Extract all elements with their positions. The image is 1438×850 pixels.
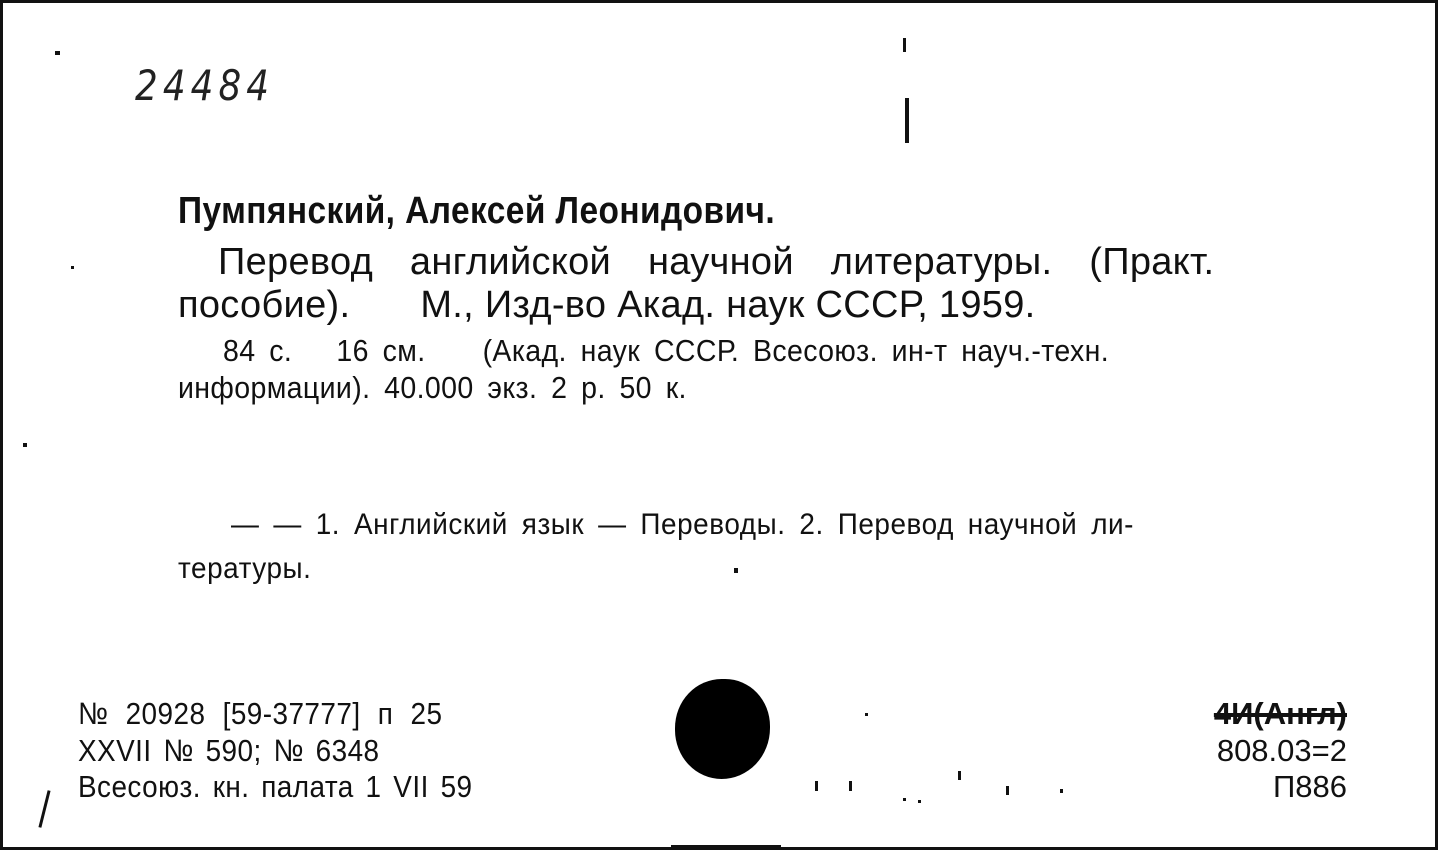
pencil-mark: [905, 98, 909, 143]
author-mark: П886: [1272, 769, 1347, 804]
page-count: 84 с.: [223, 333, 293, 368]
speck: [958, 771, 961, 780]
punch-hole: [675, 679, 770, 779]
title-line-1: Перевод английской научной литературы. (Практ.: [218, 241, 1215, 283]
pencil-slash-mark: [38, 790, 50, 828]
speck: [903, 798, 906, 801]
catalog-number-line: № 20928 [59-37777] п 25: [78, 696, 443, 731]
subject-headings-line-2: тературы.: [178, 552, 312, 585]
speck: [903, 38, 906, 52]
book-size: 16 см.: [336, 333, 426, 368]
speck: [865, 713, 868, 716]
speck: [815, 781, 818, 791]
chamber-line: Всесоюз. кн. палата 1 VII 59: [78, 769, 473, 804]
series-statement: (Акад. наук СССР. Всесоюз. ин-т науч.-техн.: [482, 333, 1110, 368]
speck: [1060, 789, 1063, 793]
struck-classification: 4И(Англ): [1213, 696, 1347, 731]
handwritten-card-number: 24484: [135, 61, 275, 110]
speck: [918, 800, 921, 803]
speck: [734, 568, 738, 573]
physical-description-line-1: [223, 333, 1109, 369]
speck: [1006, 786, 1009, 795]
imprint: М., Изд-во Акад. наук СССР, 1959.: [420, 284, 1036, 326]
title-line-2: [178, 284, 1036, 327]
scan-edge-mark: [671, 845, 781, 850]
speck: [23, 443, 27, 447]
udc-index: 808.03=2: [1216, 733, 1347, 768]
author-heading: Пумпянский, Алексей Леонидович.: [178, 190, 776, 232]
subject-headings-line-1: — — 1. Английский язык — Переводы. 2. Перевод научной ли-: [231, 508, 1135, 541]
speck: [55, 51, 60, 55]
speck: [849, 781, 852, 791]
title-end: пособие).: [178, 284, 351, 326]
physical-description-line-2: информации). 40.000 экз. 2 р. 50 к.: [178, 370, 687, 405]
registry-line: XXVII № 590; № 6348: [78, 733, 380, 768]
speck: [71, 266, 74, 269]
